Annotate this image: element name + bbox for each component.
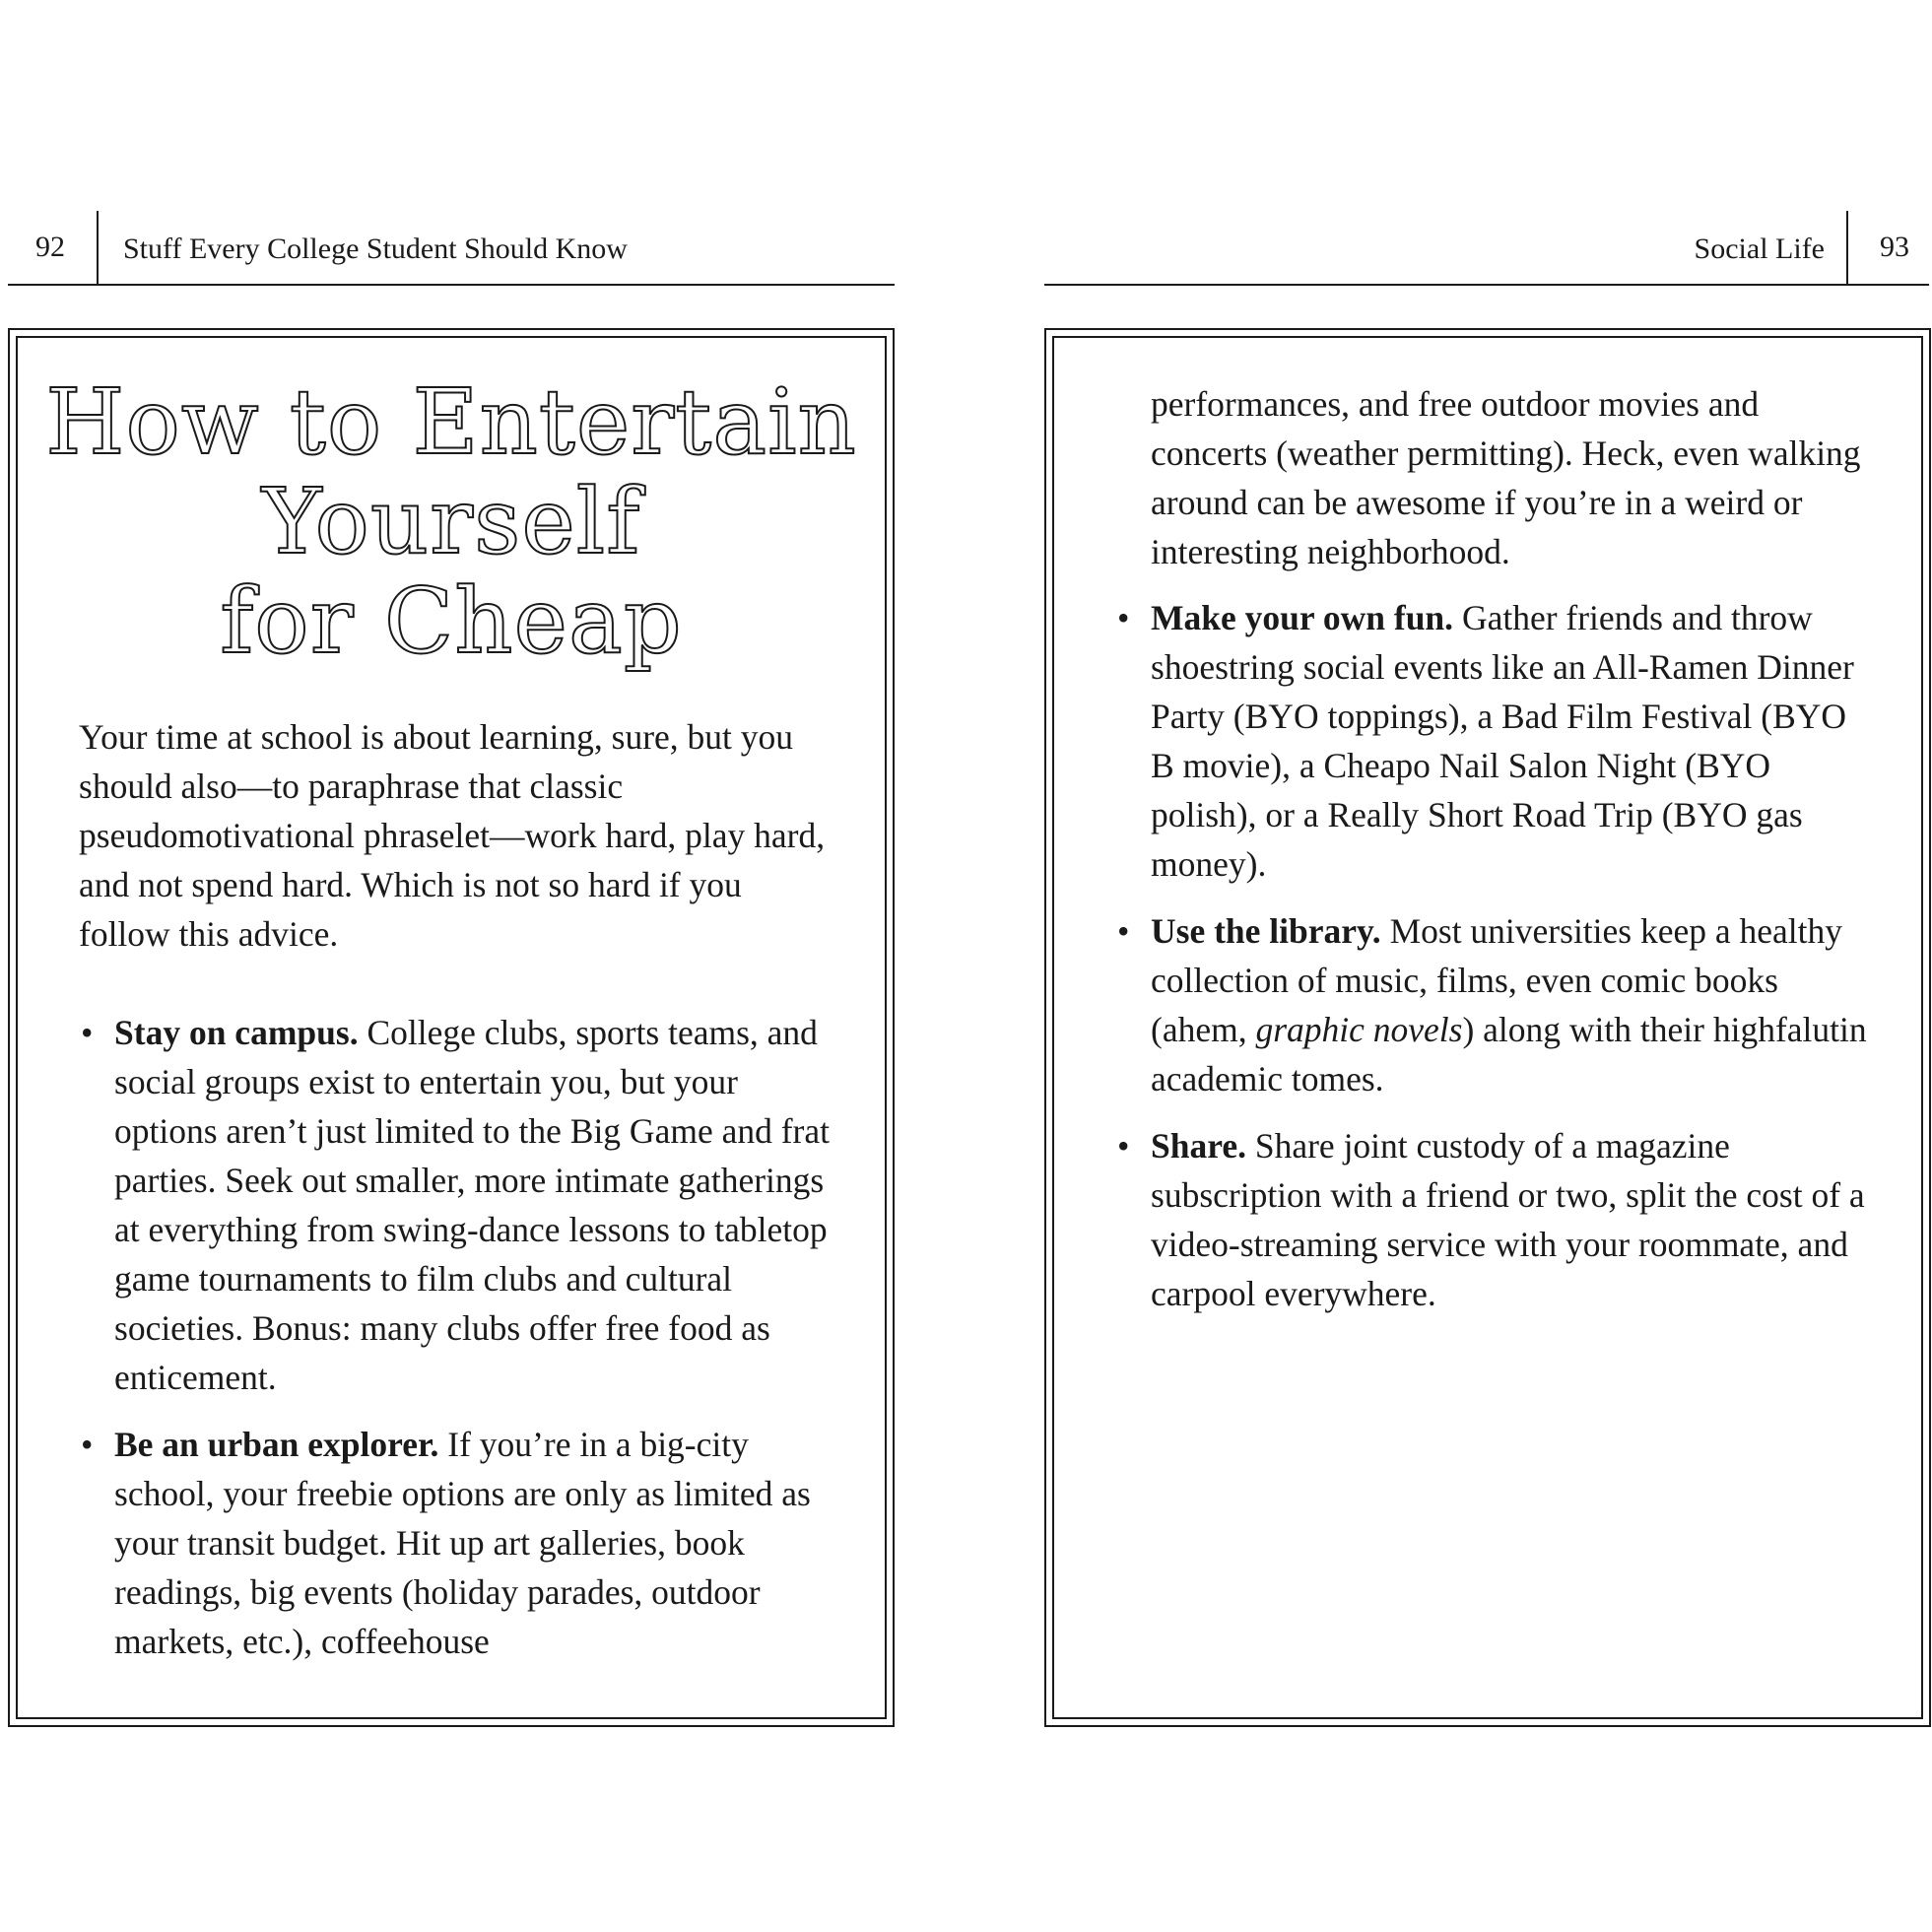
heading-line-3: for Cheap [220, 568, 683, 674]
right-header-divider [1846, 211, 1848, 286]
bullet-text: If you’re in a big-city school, your freebie options are only as limited as your transit budget. Hit up art galleries, book readings, big events (holiday parades, outdoor markets, etc.), coffeehouse [114, 1425, 811, 1661]
left-bullet-list [79, 1008, 837, 1684]
intro-paragraph: Your time at school is about learning, sure, but you should also—to paraphrase that classic pseudomotivational phraselet—work hard, play hard, and not spend hard. Which is not so hard if you follow this advice. [79, 717, 826, 954]
left-page-number: 92 [35, 231, 65, 263]
right-running-title: Social Life [1694, 233, 1825, 265]
chapter-heading [8, 369, 895, 674]
bullet-lead: Be an urban explorer. [114, 1425, 439, 1464]
bullet-text: Most universities keep a healthy collection of music, films, even comic books (ahem, [1151, 911, 1842, 1049]
bullet-text: Gather friends and throw shoestring social events like an All-Ramen Dinner Party (BYO toppings), a Bad Film Festival (BYO B movie), a Cheapo Nail Salon Night (BYO polish), or a Really Short Road Trip (BYO gas money). [1151, 598, 1854, 884]
right-page-number: 93 [1880, 231, 1909, 263]
bullet-text: Share joint custody of a magazine subscription with a friend or two, split the cost of a video-streaming service with your roommate, and carpool everywhere. [1151, 1126, 1865, 1313]
list-item [1115, 906, 1874, 1103]
list-item [1115, 593, 1874, 889]
right-page-header [1044, 211, 1929, 286]
bullet-lead: Stay on campus. [114, 1013, 359, 1052]
list-item [1115, 1121, 1874, 1318]
heading-line-1: How to Entertain [45, 369, 857, 475]
bullet-text-after: ) along with their highfalutin academic tomes. [1151, 1010, 1867, 1099]
bullet-lead: Share. [1151, 1126, 1246, 1166]
right-bullet-list [1115, 593, 1874, 1336]
left-page-header [8, 211, 895, 286]
bullet-lead: Make your own fun. [1151, 598, 1454, 637]
left-running-title: Stuff Every College Student Should Know [123, 233, 628, 265]
continued-paragraph: performances, and free outdoor movies and concerts (weather permitting). Heck, even walking around can be awesome if you’re in a weird or interesting neighborhood. [1151, 384, 1861, 571]
bullet-text: College clubs, sports teams, and social groups exist to entertain you, but your options aren’t just limited to the Big Game and frat parties. Seek out smaller, more intimate gatherings at everything from swing-dance lessons to tabletop game tournaments to film clubs and cultural societies. Bonus: many clubs offer free food as enticement. [114, 1013, 830, 1397]
list-item [79, 1008, 837, 1402]
left-header-divider [97, 211, 99, 286]
bullet-italic-text: graphic novels [1255, 1010, 1463, 1049]
list-item [79, 1420, 837, 1666]
heading-line-2: Yourself [261, 469, 641, 574]
bullet-lead: Use the library. [1151, 911, 1381, 951]
